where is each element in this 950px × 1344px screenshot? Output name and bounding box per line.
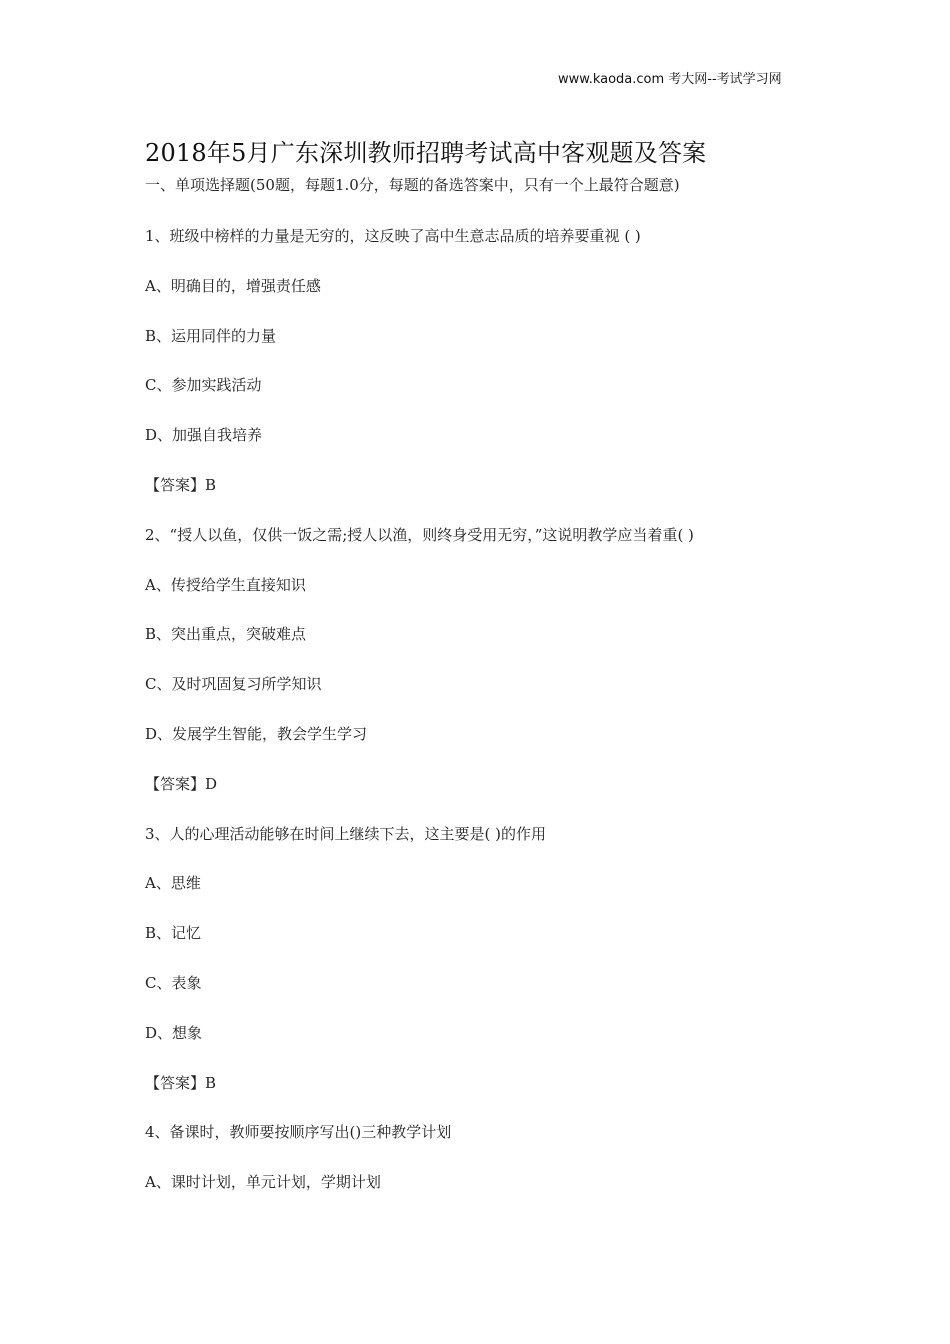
question-list bbox=[145, 226, 825, 1222]
question-1-option-b: B、运用同伴的力量 bbox=[145, 326, 277, 345]
question-2: 2、“授人以鱼，仅供一饭之需;授人以渔，则终身受用无穷，”这说明教学应当着重( ) bbox=[145, 525, 694, 544]
question-3-option-a: A、思维 bbox=[145, 874, 201, 893]
question-2-answer: 【答案】D bbox=[145, 774, 218, 793]
question-1-option-c: C、参加实践活动 bbox=[145, 376, 262, 395]
site-header-text: www.kaoda.com 考大网--考试学习网 bbox=[558, 72, 782, 87]
question-3: 3、人的心理活动能够在时间上继续下去，这主要是( )的作用 bbox=[145, 824, 547, 843]
question-3-option-b: B、记忆 bbox=[145, 924, 202, 943]
question-3-option-c: C、表象 bbox=[145, 973, 202, 992]
section-heading: 一、单项选择题(50题，每题1.0分，每题的备选答案中，只有一个上最符合题意) bbox=[145, 176, 680, 194]
question-1-option-a: A、明确目的，增强责任感 bbox=[145, 276, 321, 295]
document-title: 2018年5月广东深圳教师招聘考试高中客观题及答案 bbox=[145, 139, 707, 167]
question-4-option-a: A、课时计划，单元计划，学期计划 bbox=[145, 1173, 381, 1192]
question-2-option-a: A、传授给学生直接知识 bbox=[145, 575, 306, 594]
question-1-option-d: D、加强自我培养 bbox=[145, 426, 263, 445]
question-3-answer: 【答案】B bbox=[145, 1073, 217, 1092]
question-4: 4、备课时，教师要按顺序写出()三种教学计划 bbox=[145, 1123, 452, 1142]
question-2-option-b: B、突出重点，突破难点 bbox=[145, 625, 307, 644]
question-1-answer: 【答案】B bbox=[145, 475, 217, 494]
question-2-option-c: C、及时巩固复习所学知识 bbox=[145, 675, 322, 694]
question-2-option-d: D、发展学生智能，教会学生学习 bbox=[145, 724, 368, 743]
question-3-option-d: D、想象 bbox=[145, 1023, 203, 1042]
question-1: 1、班级中榜样的力量是无穷的，这反映了高中生意志品质的培养要重视 ( ) bbox=[145, 227, 641, 245]
